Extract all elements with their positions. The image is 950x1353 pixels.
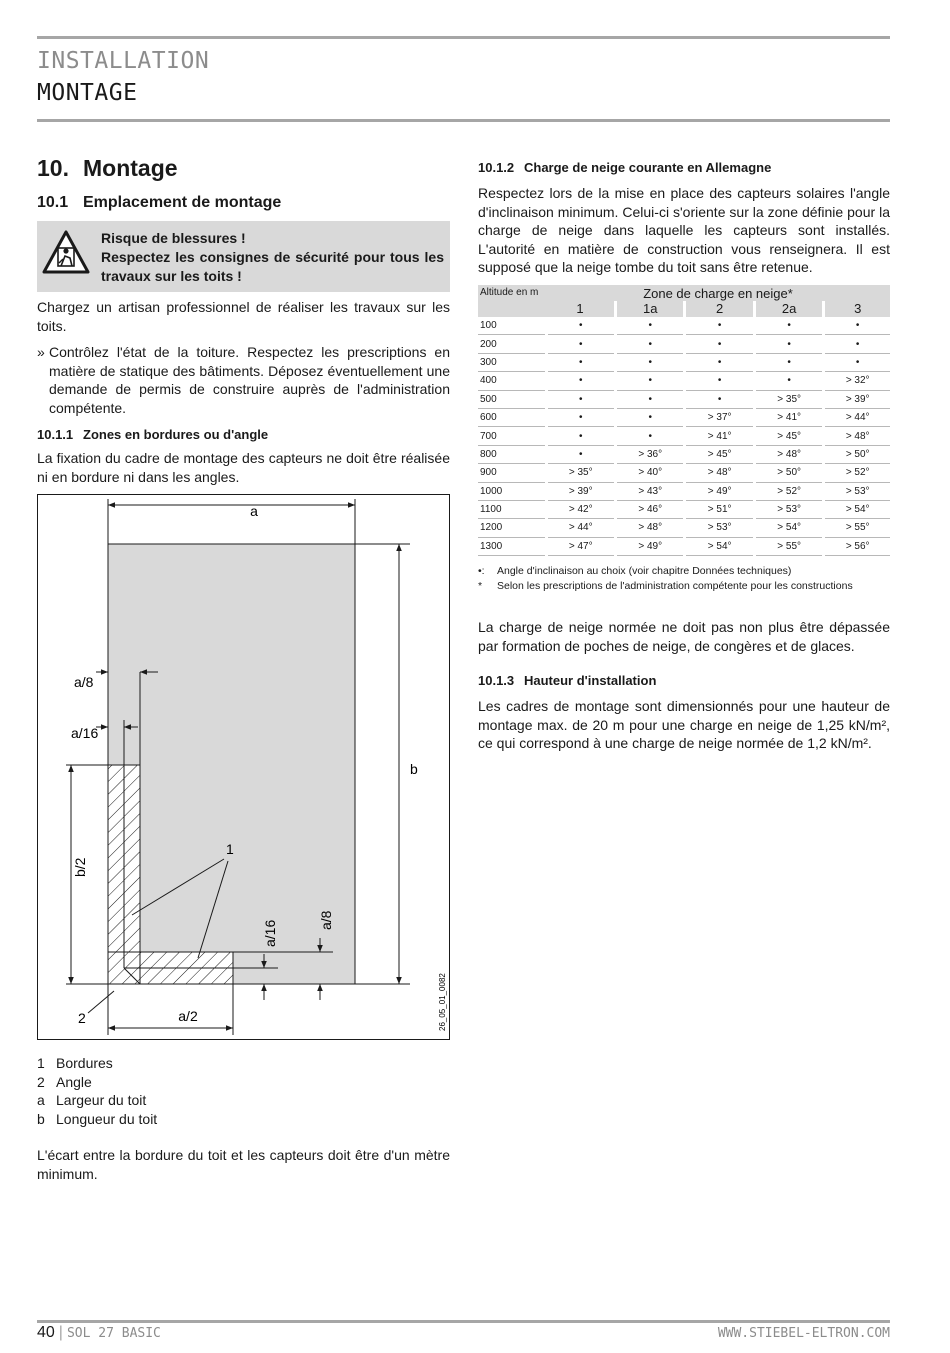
paragraph-hauteur: Les cadres de montage sont dimensionnés pour une hauteur de montage max. de 20 m pour une charge en neige de 1,25 kN/m², ce qui correspond à une charge de neige normée de 1,2 kN/m².	[478, 698, 890, 752]
bullet-item	[37, 343, 450, 417]
angle-cell: > 48°	[754, 445, 823, 463]
angle-cell: > 36°	[615, 445, 684, 463]
section-10-heading	[37, 155, 450, 182]
footer-left	[37, 1324, 161, 1342]
angle-cell: > 52°	[754, 482, 823, 500]
header-title: MONTAGE	[37, 80, 138, 106]
altitude-cell: 1000	[478, 482, 546, 500]
label-b2: b/2	[72, 857, 88, 877]
snow-load-table	[478, 285, 890, 557]
angle-cell: > 37°	[685, 408, 754, 426]
angle-cell: •	[685, 390, 754, 408]
table-row	[478, 482, 890, 500]
angle-cell: •	[685, 335, 754, 353]
altitude-cell: 600	[478, 408, 546, 426]
drawing-code: 26_05_01_0082	[438, 973, 447, 1031]
angle-cell: > 43°	[615, 482, 684, 500]
warning-box	[37, 221, 450, 292]
section-number: 10.1.1	[37, 427, 74, 442]
angle-cell: > 49°	[615, 537, 684, 555]
angle-cell: •	[754, 353, 823, 371]
label-2: 2	[78, 1010, 86, 1026]
label-b: b	[410, 761, 418, 777]
angle-cell: > 49°	[685, 482, 754, 500]
angle-cell: > 54°	[754, 519, 823, 537]
page-number: 40	[37, 1324, 55, 1341]
warning-triangle-icon	[41, 229, 91, 275]
section-title: Charge de neige courante en Allemagne	[524, 160, 772, 175]
angle-cell: > 44°	[546, 519, 615, 537]
altitude-cell: 800	[478, 445, 546, 463]
table-row	[478, 500, 890, 518]
section-title: Emplacement de montage	[83, 194, 282, 211]
label-a16: a/16	[71, 725, 99, 741]
table-row	[478, 408, 890, 426]
paragraph-artisan: Chargez un artisan professionnel de réaliser les travaux sur les toits.	[37, 299, 450, 334]
angle-cell: > 35°	[754, 390, 823, 408]
table-header-col: 2a	[754, 301, 823, 317]
angle-cell: > 53°	[824, 482, 890, 500]
angle-cell: •	[615, 353, 684, 371]
table-header-altitude: Altitude en m	[478, 285, 546, 317]
altitude-cell: 400	[478, 372, 546, 390]
section-number: 10.	[37, 155, 69, 181]
section-number: 10.1.2	[478, 160, 515, 175]
angle-cell: > 46°	[615, 500, 684, 518]
table-row	[478, 427, 890, 445]
section-title: Hauteur d'installation	[524, 673, 657, 689]
angle-cell: > 35°	[546, 464, 615, 482]
table-row	[478, 537, 890, 555]
section-title: Zones en bordures ou d'angle	[83, 427, 269, 442]
table-row	[478, 464, 890, 482]
angle-cell: > 51°	[685, 500, 754, 518]
label-a2: a/2	[178, 1008, 198, 1024]
angle-cell: > 48°	[615, 519, 684, 537]
angle-cell: > 55°	[754, 537, 823, 555]
header-bottom-rule	[37, 119, 890, 122]
section-10-1-1-heading	[37, 427, 450, 442]
label-a16-vertical: a/16	[262, 919, 278, 947]
angle-cell: •	[546, 427, 615, 445]
label-a8: a/8	[74, 674, 94, 690]
angle-cell: •	[546, 353, 615, 371]
angle-cell: > 39°	[824, 390, 890, 408]
angle-cell: •	[546, 317, 615, 335]
footer-separator: |	[58, 1324, 63, 1341]
document-name: SOL 27 BASIC	[66, 1326, 161, 1341]
table-header-zone: Zone de charge en neige*	[546, 285, 890, 301]
angle-cell: > 39°	[546, 482, 615, 500]
angle-cell: •	[824, 317, 890, 335]
angle-cell: •	[546, 408, 615, 426]
left-column	[37, 155, 450, 1191]
header-top-rule	[37, 36, 890, 39]
snow-table-body	[478, 317, 890, 556]
diagram-legend	[37, 1054, 450, 1128]
angle-cell: > 48°	[824, 427, 890, 445]
angle-cell: •	[615, 317, 684, 335]
paragraph-respectez: Respectez lors de la mise en place des capteurs solaires l'angle d'inclinaison minimum. Celui-ci s'oriente sur la zone définie pour la charge de neige dans laquelle les capteurs sont installés. L'autorité en matière de construction vous renseignera. Il est supposé que la neige tombe du toit sans être retenue.	[478, 185, 890, 275]
table-row	[478, 317, 890, 335]
angle-cell: •	[754, 372, 823, 390]
section-10-1-heading	[37, 194, 450, 212]
paragraph-ecart: L'écart entre la bordure du toit et les capteurs doit être d'un mètre minimum.	[37, 1147, 450, 1182]
section-number: 10.1	[37, 194, 69, 211]
altitude-cell: 1300	[478, 537, 546, 555]
table-header-col: 3	[824, 301, 890, 317]
angle-cell: > 55°	[824, 519, 890, 537]
angle-cell: > 54°	[685, 537, 754, 555]
label-1: 1	[226, 841, 234, 857]
paragraph-charge: La charge de neige normée ne doit pas non plus être dépassée par formation de poches de neige, de congères et de glaces.	[478, 619, 890, 654]
angle-cell: > 40°	[615, 464, 684, 482]
angle-cell: > 45°	[754, 427, 823, 445]
table-row	[478, 519, 890, 537]
table-row	[478, 445, 890, 463]
angle-cell: •	[546, 390, 615, 408]
header-section: INSTALLATION	[37, 48, 210, 74]
label-a8-vertical: a/8	[318, 910, 334, 930]
legend-item: 2 Angle	[37, 1073, 92, 1090]
roof-zones-diagram	[37, 494, 450, 1040]
angle-cell: > 54°	[824, 500, 890, 518]
warning-line-1: Risque de blessures !	[101, 230, 246, 246]
angle-cell: •	[615, 372, 684, 390]
label-a: a	[250, 503, 258, 519]
table-notes	[478, 564, 890, 594]
angle-cell: > 56°	[824, 537, 890, 555]
angle-cell: •	[754, 335, 823, 353]
altitude-cell: 1100	[478, 500, 546, 518]
altitude-cell: 700	[478, 427, 546, 445]
angle-cell: •	[546, 372, 615, 390]
table-row	[478, 353, 890, 371]
angle-cell: •	[685, 372, 754, 390]
footer-url: WWW.STIEBEL-ELTRON.COM	[717, 1326, 890, 1341]
angle-cell: •	[546, 335, 615, 353]
note-item: •: Angle d'inclinaison au choix (voir chapitre Données techniques)	[478, 565, 792, 578]
bullet-text: Contrôlez l'état de la toiture. Respectez les prescriptions en matière de statique des bâtiments. Déposez éventuellement une demande de permis de construire auprès de l'administration compétente.	[49, 344, 450, 416]
angle-cell: > 41°	[754, 408, 823, 426]
bullet-mark: »	[37, 344, 45, 360]
section-10-1-3-heading	[478, 673, 890, 688]
right-column	[478, 160, 890, 761]
warning-text	[101, 229, 444, 286]
legend-item: b Longueur du toit	[37, 1110, 158, 1127]
angle-cell: •	[754, 317, 823, 335]
altitude-cell: 500	[478, 390, 546, 408]
altitude-cell: 300	[478, 353, 546, 371]
warning-line-2: Respectez les consignes de sécurité pour tous les travaux sur les toits !	[101, 249, 444, 284]
paragraph-fixation: La fixation du cadre de montage des capteurs ne doit être réalisée ni en bordure ni dans les angles.	[37, 450, 450, 485]
table-row	[478, 335, 890, 353]
angle-cell: •	[615, 335, 684, 353]
angle-cell: •	[685, 353, 754, 371]
legend-item: a Largeur du toit	[37, 1092, 147, 1108]
altitude-cell: 1200	[478, 519, 546, 537]
angle-cell: > 47°	[546, 537, 615, 555]
altitude-cell: 100	[478, 317, 546, 335]
angle-cell: > 52°	[824, 464, 890, 482]
table-header-col: 1	[546, 301, 615, 317]
note-item: * Selon les prescriptions de l'administration compétente pour les constructions	[478, 580, 853, 593]
angle-cell: •	[615, 408, 684, 426]
angle-cell: > 45°	[685, 445, 754, 463]
angle-cell: > 53°	[685, 519, 754, 537]
altitude-cell: 900	[478, 464, 546, 482]
angle-cell: > 32°	[824, 372, 890, 390]
footer-rule	[37, 1320, 890, 1323]
angle-cell: •	[685, 317, 754, 335]
angle-cell: •	[615, 427, 684, 445]
angle-cell: > 42°	[546, 500, 615, 518]
table-row	[478, 372, 890, 390]
section-number: 10.1.3	[478, 673, 515, 689]
angle-cell: •	[546, 445, 615, 463]
angle-cell: > 41°	[685, 427, 754, 445]
angle-cell: > 44°	[824, 408, 890, 426]
angle-cell: •	[615, 390, 684, 408]
table-header-col: 1a	[615, 301, 684, 317]
angle-cell: > 48°	[685, 464, 754, 482]
angle-cell: •	[824, 335, 890, 353]
section-10-1-2-heading	[478, 160, 890, 175]
altitude-cell: 200	[478, 335, 546, 353]
legend-item: 1 Bordures	[37, 1055, 113, 1071]
roof-zones-drawing	[38, 495, 449, 1039]
table-header-col: 2	[685, 301, 754, 317]
angle-cell: > 53°	[754, 500, 823, 518]
table-row	[478, 390, 890, 408]
section-title: Montage	[83, 155, 178, 181]
angle-cell: > 50°	[754, 464, 823, 482]
angle-cell: •	[824, 353, 890, 371]
angle-cell: > 50°	[824, 445, 890, 463]
